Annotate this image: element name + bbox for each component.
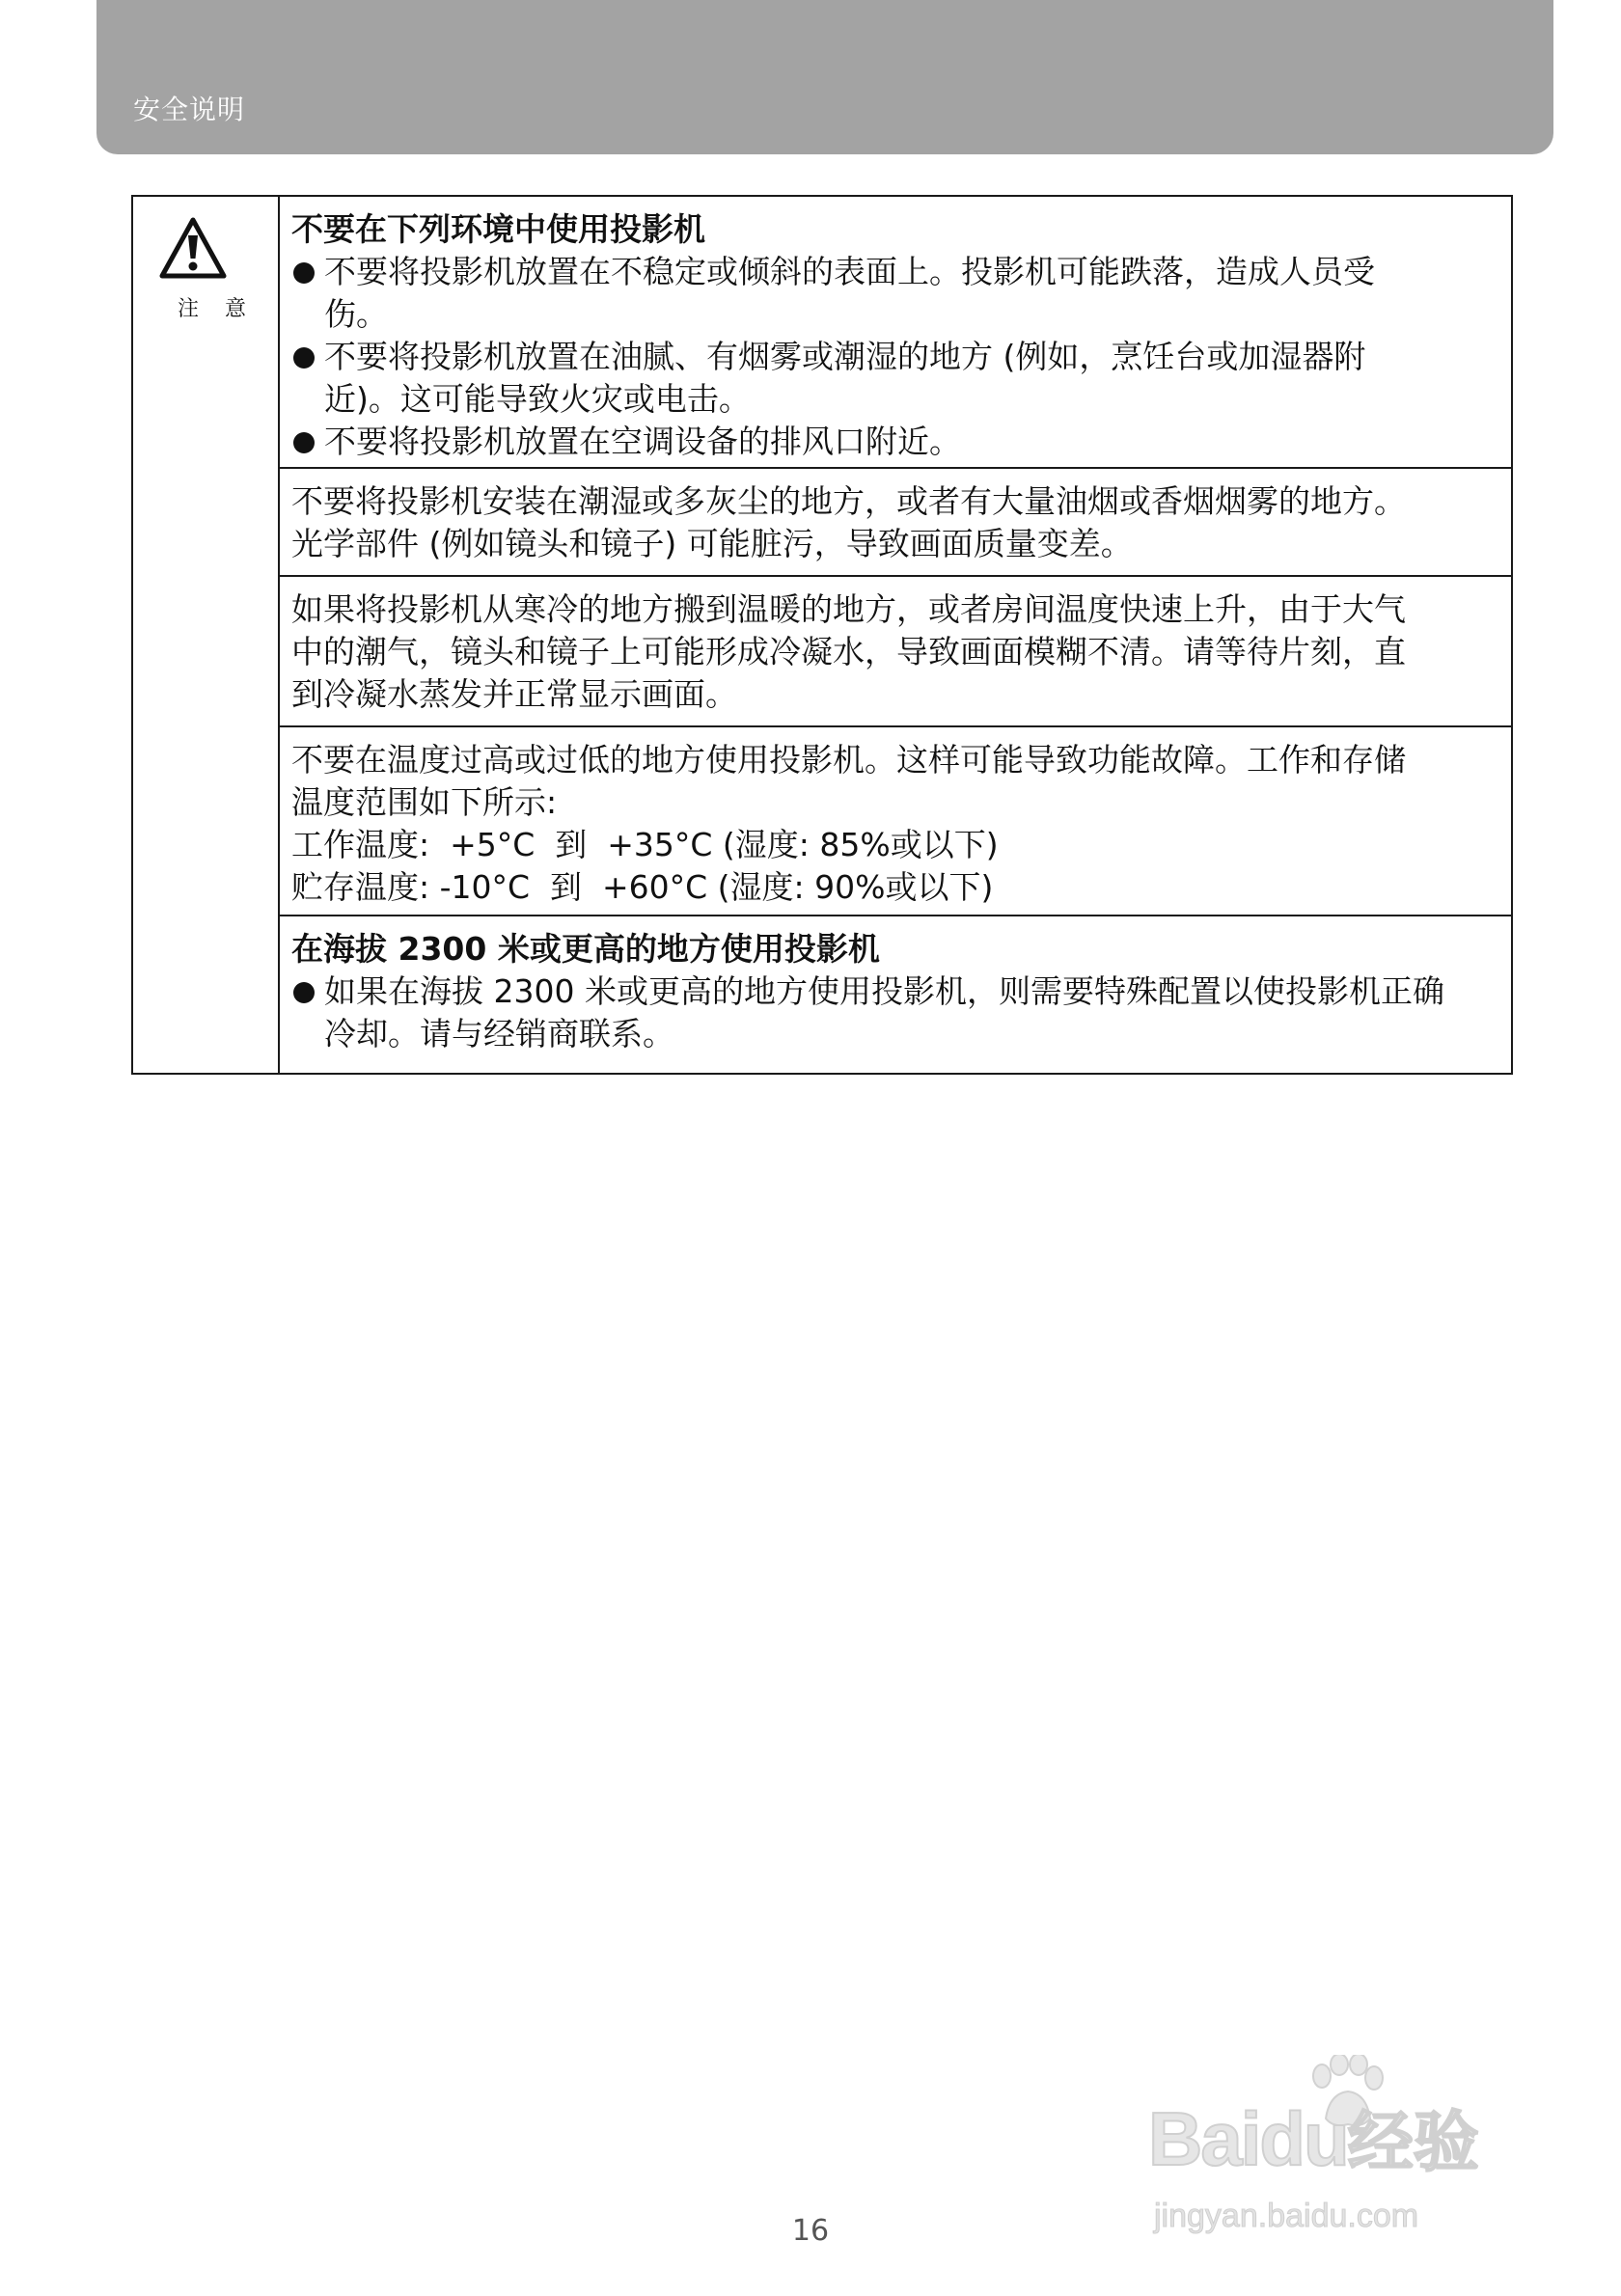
warning-triangle-icon: [158, 216, 228, 280]
bullet-line: 不要将投影机放置在油腻、有烟雾或潮湿的地方 (例如，烹饪台或加湿器附: [324, 338, 1366, 375]
bullet-line: 冷却。请与经销商联系。: [324, 1015, 674, 1052]
bullet-dot: [293, 432, 315, 453]
operating-temperature: 工作温度: +5°C 到 +35°C (湿度: 85%或以下): [291, 826, 999, 863]
paragraph-line: 光学部件 (例如镜头和镜子) 可能脏污，导致画面质量变差。: [291, 525, 1133, 562]
paragraph-line: 不要在温度过高或过低的地方使用投影机。这样可能导致功能故障。工作和存储: [291, 741, 1406, 779]
bullet-line: 不要将投影机放置在空调设备的排风口附近。: [324, 423, 961, 460]
altitude-heading: 在海拔 2300 米或更高的地方使用投影机: [291, 930, 880, 968]
caution-column: [133, 197, 280, 1073]
paragraph-line: 温度范围如下所示:: [291, 783, 558, 821]
watermark-url: jingyan.baidu.com: [1154, 2198, 1419, 2234]
altitude-section: [280, 915, 1513, 1073]
header-band: [96, 0, 1553, 154]
paragraph-line: 如果将投影机从寒冷的地方搬到温暖的地方，或者房间温度快速上升，由于大气: [291, 590, 1406, 628]
safety-notice-table: [131, 195, 1513, 1075]
environment-section: [280, 197, 1513, 467]
paragraph-line: 中的潮气，镜头和镜子上可能形成冷凝水，导致画面模糊不清。请等待片刻，直: [291, 633, 1406, 670]
paragraph-line: 到冷凝水蒸发并正常显示画面。: [291, 675, 737, 713]
storage-temperature: 贮存温度: -10°C 到 +60°C (湿度: 90%或以下): [291, 868, 994, 906]
bullet-line: 如果在海拔 2300 米或更高的地方使用投影机，则需要特殊配置以使投影机正确: [324, 972, 1444, 1010]
bullet-item: [291, 251, 1499, 336]
bullet-item: [291, 970, 1499, 1055]
bullet-line: 伤。: [324, 295, 388, 333]
bullet-item: [291, 421, 1499, 463]
caution-label: 注 意: [178, 297, 256, 321]
watermark-brand-cn: 经验: [1347, 2106, 1479, 2179]
dust-section: [280, 467, 1513, 575]
notice-content: [280, 197, 1513, 1073]
page-number: 16: [791, 2214, 830, 2248]
bullet-dot: [293, 982, 315, 1003]
paragraph-line: 不要将投影机安装在潮湿或多灰尘的地方，或者有大量油烟或香烟烟雾的地方。: [291, 482, 1406, 520]
bullet-dot: [293, 347, 315, 369]
bullet-dot: [293, 262, 315, 284]
temperature-section: [280, 725, 1513, 915]
watermark-brand-latin: Bai: [1148, 2096, 1260, 2181]
bullet-item: [291, 336, 1499, 421]
condensation-section: [280, 575, 1513, 725]
bullet-line: 不要将投影机放置在不稳定或倾斜的表面上。投影机可能跌落，造成人员受: [324, 253, 1375, 290]
bullet-line: 近)。这可能导致火灾或电击。: [324, 380, 751, 418]
section-title: 安全说明: [133, 94, 246, 125]
watermark-brand-du: du: [1259, 2096, 1348, 2181]
watermark-brand: [1148, 2096, 1479, 2181]
environment-heading: 不要在下列环境中使用投影机: [291, 210, 705, 248]
